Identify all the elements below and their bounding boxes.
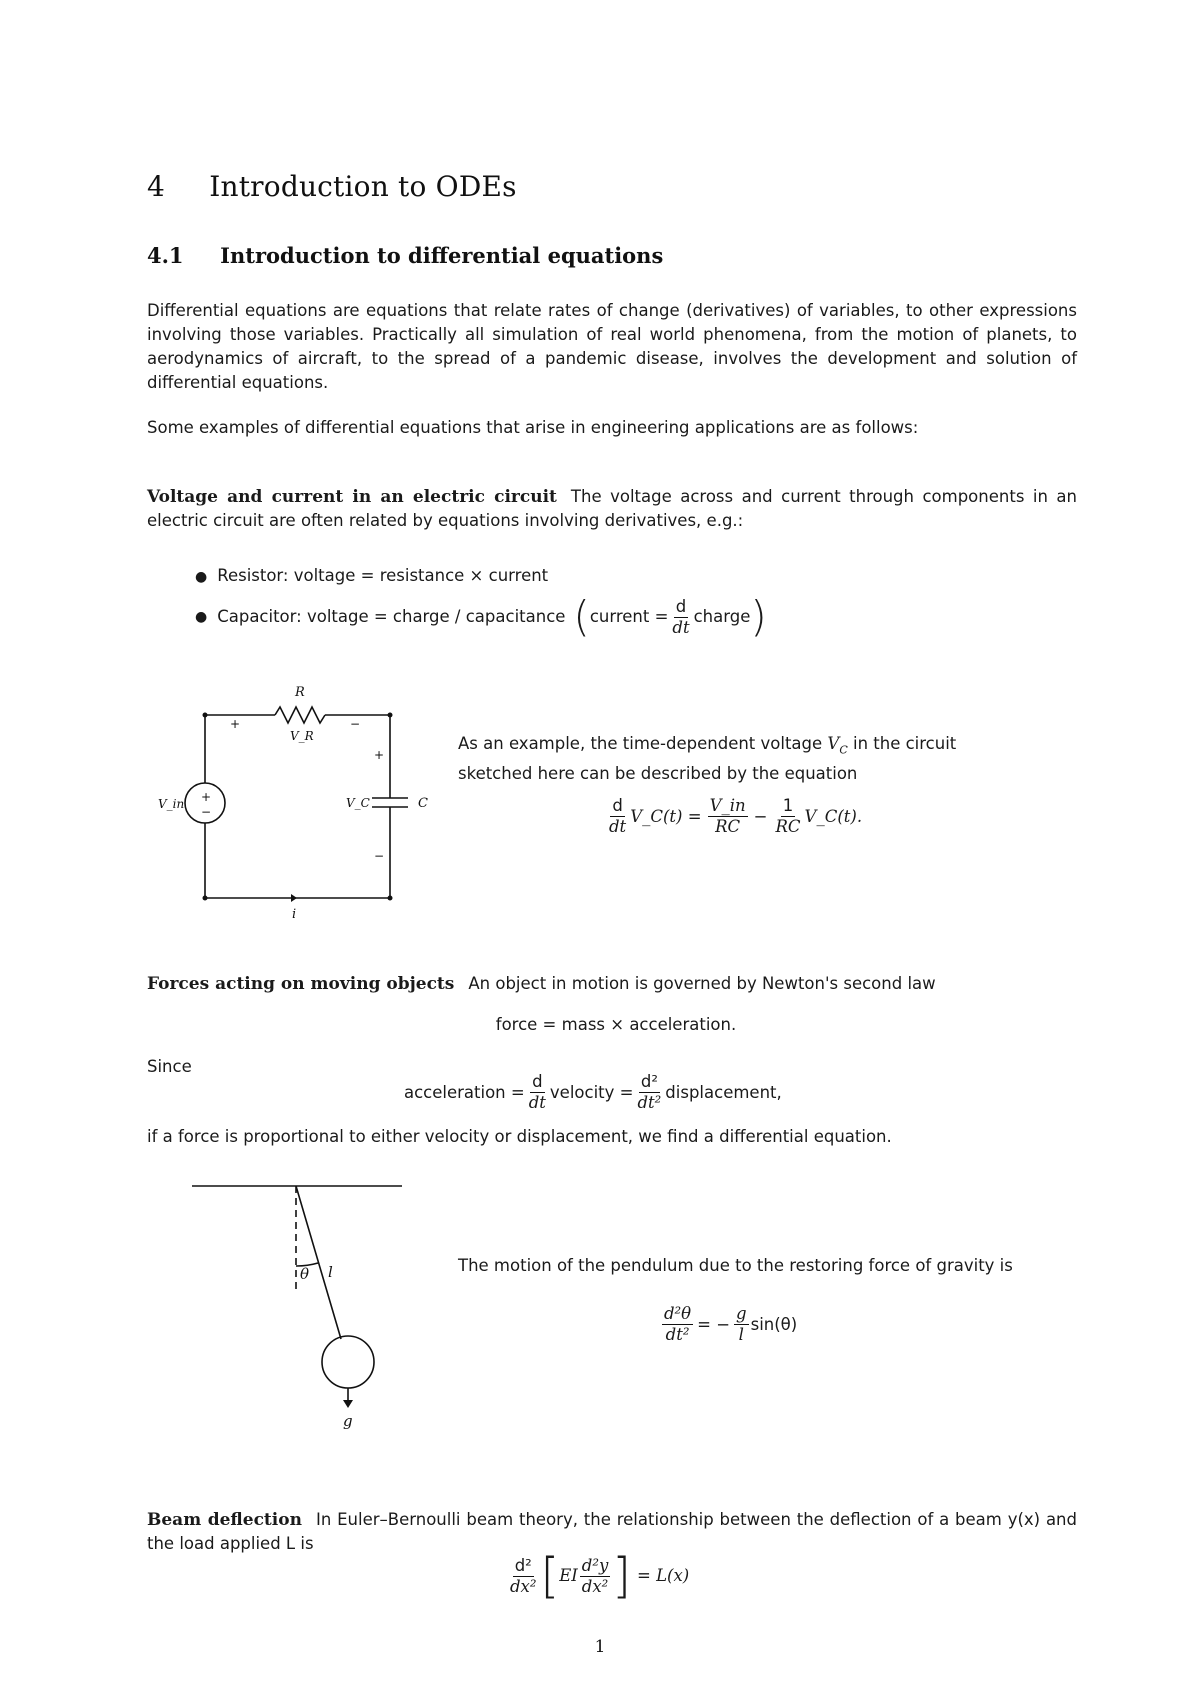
newton-law [0,1013,1200,1037]
circuit-equation [605,796,862,837]
circuit-text: The voltage across and current through components in an electric circuit are often related by equations involving derivatives, e.g.: [147,487,1077,530]
current-arrow-icon [291,894,297,902]
page-number: 1 [594,1637,606,1657]
beam-outer-fraction [508,1556,538,1597]
bullet-icon: ● [195,609,208,625]
fraction-denominator: dt [609,817,627,836]
label-vc: V_C [346,796,370,810]
forces-paragraph [147,972,1077,996]
pendulum-lhs-fraction [662,1304,693,1345]
circuit-paragraph [147,485,1077,533]
fraction-denominator: l [738,1325,744,1344]
fraction-numerator: d² [514,1555,532,1575]
since-label: Since [147,1057,192,1076]
vc-variable [827,734,848,757]
fraction-denominator: dt [528,1093,546,1112]
beam-equation [506,1548,690,1604]
fraction-numerator: g [736,1304,747,1323]
fraction-denominator: RC [775,817,801,836]
fraction-numerator: d²θ [664,1304,692,1323]
pendulum-text: The motion of the pendulum due to the restoring force of gravity is [458,1256,1013,1275]
bullet-capacitor-tail: charge [693,607,751,626]
acceleration-equation [404,1072,782,1113]
label-vr: V_R [290,729,314,743]
accel-fraction-1 [527,1072,548,1113]
eq-vin-fraction [708,796,748,837]
circuit-heading: Voltage and current in an electric circuit [147,487,557,507]
fraction-numerator: V_in [709,796,746,815]
eq-one-fraction [773,796,802,837]
label-i: i [292,907,297,922]
label-g: g [343,1412,353,1430]
bracket-close: ] [612,1548,632,1604]
subsection-heading [147,243,663,268]
fraction-denominator: dx² [510,1576,537,1596]
bracket-open: [ [540,1548,560,1604]
section-number: 4 [147,170,166,203]
vc-sub: C [839,743,848,757]
fraction-numerator: d² [640,1072,658,1091]
pendulum-equation [660,1304,797,1345]
accel-mid: velocity = [549,1082,634,1102]
fraction-denominator: dt [672,617,690,637]
intro-paragraph: Differential equations are equations that relate rates of change (derivatives) of variables, to other expressions involving those variables. Practically all simulation of real world phenomena, from the motion of planets, to aerodynamics of aircraft, to the spread of a pandemic disease, involves the development and solution of differential equations. [147,301,1077,392]
pendulum-rod [296,1186,341,1339]
derivative-fraction [670,597,691,638]
forces-text: An object in motion is governed by Newton's second law [468,974,936,993]
subsection-number: 4.1 [147,243,184,268]
eq-lhs: V_C(t) = [630,806,702,826]
label-minus: − [201,805,212,819]
pendulum-eq-tail: sin(θ) [750,1314,798,1334]
pendulum-diagram [180,1170,420,1430]
pendulum-eq-sign: = − [697,1314,731,1334]
fraction-denominator: dt² [637,1093,662,1112]
node-dot [203,896,208,901]
accel-lhs: acceleration = [404,1082,525,1102]
paren-open: ( [573,592,590,641]
section-title: Introduction to ODEs [209,170,517,203]
fraction-denominator: RC [715,817,741,836]
beam-heading: Beam deflection [147,1510,302,1530]
forces-heading: Forces acting on moving objects [147,974,455,994]
examples-intro: Some examples of differential equations that arise in engineering applications are as follows: [147,418,919,437]
bullet-capacitor-text: Capacitor: voltage = charge / capacitance [217,607,566,626]
fraction-denominator: dt² [665,1325,690,1344]
paren-close: ) [750,592,767,641]
pendulum-bob [322,1336,374,1388]
bullet-icon: ● [195,569,208,585]
accel-fraction-2 [635,1072,663,1113]
newton-law-text: force = mass × acceleration. [495,1015,737,1034]
bullet-capacitor [195,592,767,641]
label-plus: + [374,748,385,762]
accel-tail: displacement, [665,1082,782,1102]
node-dot [388,896,393,901]
label-theta: θ [300,1265,310,1283]
fraction-numerator: 1 [782,796,794,815]
label-c: C [418,796,428,811]
label-vin: V_in [158,797,185,811]
label-l: l [328,1263,333,1281]
beam-rhs: = L(x) [637,1566,690,1585]
fraction-numerator: d²y [581,1555,609,1575]
beam-text: In Euler–Bernoulli beam theory, the relationship between the deflection of a beam y(x) and the load applied L is [147,1510,1077,1553]
label-minus: − [350,717,361,731]
fraction-numerator: d [612,796,623,815]
subsection-title: Introduction to differential equations [220,243,664,268]
fraction-denominator: dx² [581,1576,609,1596]
resistor-zigzag [275,707,325,723]
label-r: R [295,685,305,700]
circuit-side-text [458,732,1018,786]
beam-ei: EI [559,1566,578,1585]
node-dot [203,713,208,718]
bullet-resistor [195,564,548,589]
bullet-resistor-text: Resistor: voltage = resistance × current [217,566,549,585]
node-dot [388,713,393,718]
label-minus: − [374,849,385,863]
vc-v: V [827,734,840,753]
beam-inner-fraction [580,1556,611,1597]
eq-tail: V_C(t). [804,806,863,826]
side-text-part: As an example, the time-dependent voltage [458,734,828,753]
section-heading [147,170,517,203]
circuit-diagram [150,680,440,925]
gravity-arrow-icon [343,1400,353,1408]
label-plus: + [230,717,241,731]
pendulum-g-fraction [734,1304,749,1345]
label-plus: + [201,790,212,804]
side-text-part: in the circuit sketched here can be described by the equation [458,734,957,784]
forces-conclusion: if a force is proportional to either velocity or displacement, we find a differential equation. [147,1127,892,1146]
fraction-numerator: d [532,1072,543,1091]
minus-sign: − [753,806,768,826]
eq-derivative [607,796,628,837]
bullet-capacitor-inner: current = [589,607,669,626]
fraction-numerator: d [675,596,687,616]
